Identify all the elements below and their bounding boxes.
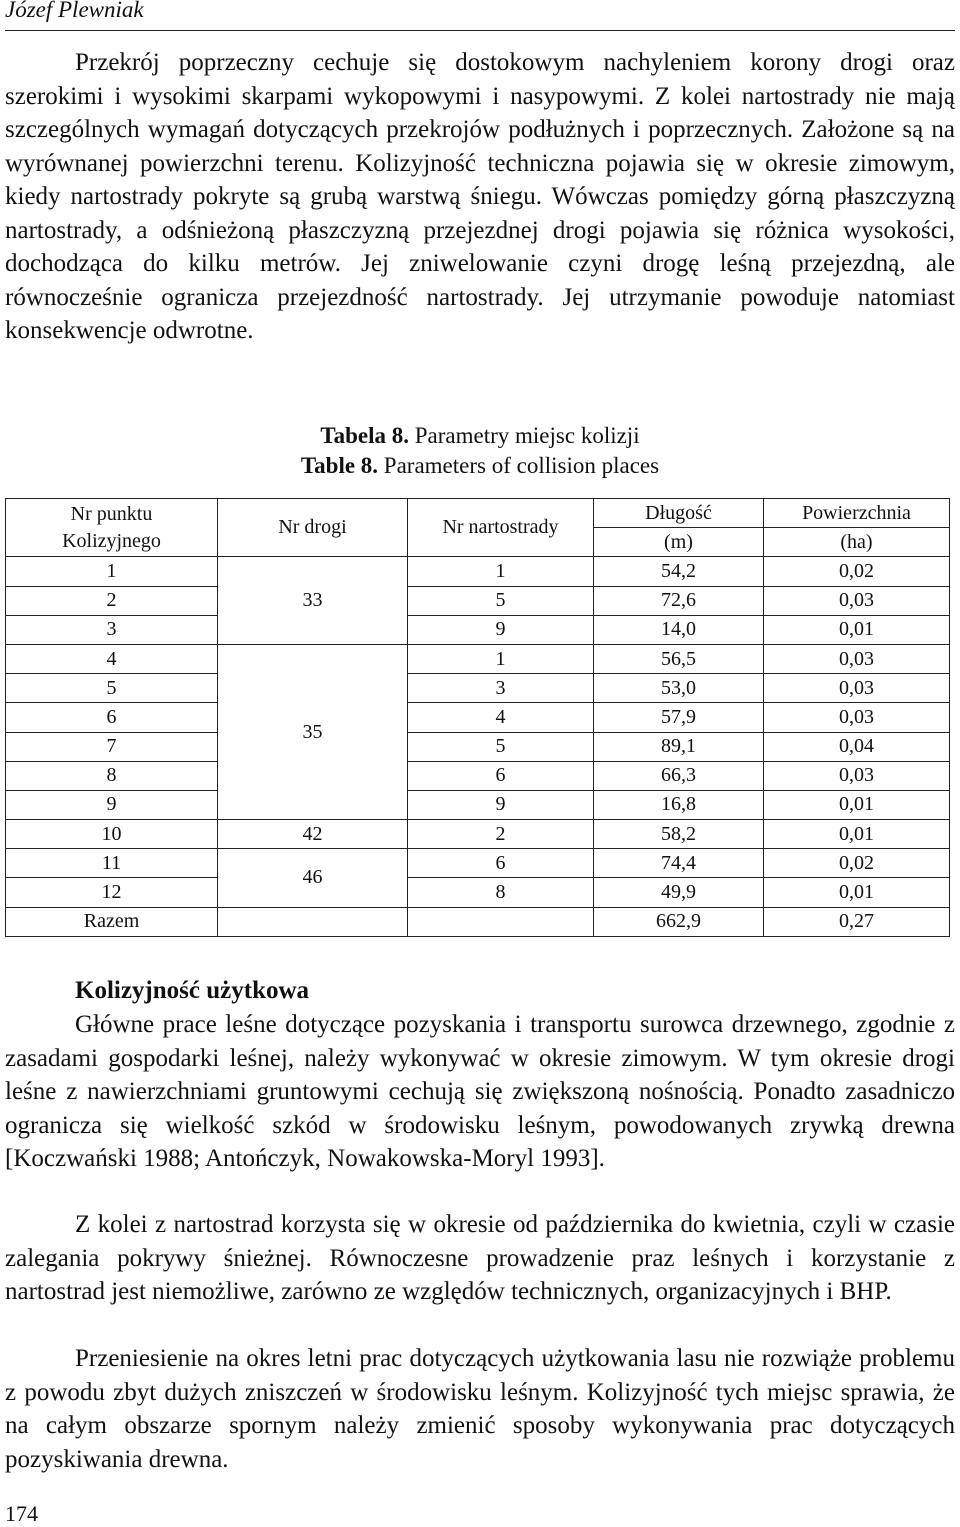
table-row bbox=[6, 878, 950, 907]
paragraph-forest-work: Główne prace leśne dotyczące pozyskania i transportu surowca drzewnego, zgodnie z zasadami gospodarki leśnej, należy wykonywać w okresie zimowym. W tym okresie drogi leśne z nawierzchniami gruntowymi cechują się zwiększoną nośnością. Ponadto zasadniczo ogranicza się wielkość szkód w środowisku leśnym, powodowanych zrywką drewna [Koczwański 1988; Antończyk, Nowakowska-Moryl 1993]. bbox=[5, 1011, 955, 1172]
cell-point: 11 bbox=[6, 849, 218, 878]
table-caption-en-label: Table 8. bbox=[300, 453, 379, 478]
header-length-unit: (m) bbox=[594, 528, 764, 557]
cell-total-label: Razem bbox=[6, 907, 218, 936]
cell-trail: 2 bbox=[408, 820, 594, 849]
table-caption-pl bbox=[0, 421, 960, 450]
table-row bbox=[6, 557, 950, 586]
table-row bbox=[6, 586, 950, 615]
cell-point: 6 bbox=[6, 703, 218, 732]
table-caption-pl-text: Parametry miejsc kolizji bbox=[414, 423, 640, 448]
table-row bbox=[6, 703, 950, 732]
cell-total-empty bbox=[218, 907, 408, 936]
paragraph-ski-trails: Z kolei z nartostrad korzysta się w okresie od października do kwietnia, czyli w czasie zalegania pokrywy śnieżnej. Równoczesne prowadzenie praz leśnych i korzystanie z nartostrad jest niemożliwe, zarówno ze względów technicznych, organizacyjnych i BHP. bbox=[5, 1211, 955, 1305]
cell-trail: 5 bbox=[408, 586, 594, 615]
cell-trail: 9 bbox=[408, 615, 594, 644]
cell-trail: 3 bbox=[408, 674, 594, 703]
header-point-line2: Kolizyjnego bbox=[62, 529, 161, 552]
section-heading: Kolizyjność użytkowa bbox=[75, 977, 310, 1004]
cell-trail: 1 bbox=[408, 644, 594, 673]
table-row bbox=[6, 674, 950, 703]
cell-point: 8 bbox=[6, 761, 218, 790]
cell-length: 58,2 bbox=[594, 820, 764, 849]
table-caption-en-text: Parameters of collision places bbox=[383, 453, 660, 478]
cell-trail: 5 bbox=[408, 732, 594, 761]
header-point-line1: Nr punktu bbox=[70, 502, 153, 525]
cell-area: 0,04 bbox=[764, 732, 950, 761]
header-area-unit: (ha) bbox=[764, 528, 950, 557]
cell-trail: 4 bbox=[408, 703, 594, 732]
table-row bbox=[6, 615, 950, 644]
cell-trail: 6 bbox=[408, 761, 594, 790]
cell-point: 1 bbox=[6, 557, 218, 586]
running-header bbox=[5, 0, 955, 31]
cell-point: 5 bbox=[6, 674, 218, 703]
table-caption-en bbox=[0, 451, 960, 480]
paragraph-cross-section: Przekrój poprzeczny cechuje się dostokowym nachyleniem korony drogi oraz szerokimi i wysokimi skarpami wykopowymi i nasypowymi. Z kolei nartostrady nie mają szczególnych wymagań dotyczących przekrojów podłużnych i poprzecznych. Założone są na wyrównanej powierzchni terenu. Kolizyjność techniczna pojawia się w okresie zimowym, kiedy nartostrady pokryte są grubą warstwą śniegu. Wówczas pomiędzy górną płaszczyzną nartostrady, a odśnieżoną płaszczyzną przejezdnej drogi pojawia się różnica wysokości, dochodząca do kilku metrów. Jej zniwelowanie czyni drogę leśną przejezdną, ale równocześnie ogranicza przejezdność nartostrady. Jej utrzymanie powoduje natomiast konsekwencje odwrotne. bbox=[5, 49, 955, 344]
collision-parameters-table bbox=[5, 498, 950, 937]
header-length: Długość bbox=[594, 499, 764, 528]
cell-area: 0,01 bbox=[764, 790, 950, 819]
cell-point: 12 bbox=[6, 878, 218, 907]
cell-trail: 6 bbox=[408, 849, 594, 878]
cell-trail: 8 bbox=[408, 878, 594, 907]
page-number: 174 bbox=[5, 1501, 38, 1526]
cell-area: 0,03 bbox=[764, 703, 950, 732]
cell-total-empty bbox=[408, 907, 594, 936]
cell-area: 0,01 bbox=[764, 615, 950, 644]
cell-length: 49,9 bbox=[594, 878, 764, 907]
cell-road-group: 33 bbox=[218, 557, 408, 645]
cell-trail: 1 bbox=[408, 557, 594, 586]
cell-length: 14,0 bbox=[594, 615, 764, 644]
cell-point: 10 bbox=[6, 820, 218, 849]
table-row bbox=[6, 790, 950, 819]
table-row bbox=[6, 644, 950, 673]
header-area: Powierzchnia bbox=[764, 499, 950, 528]
cell-area: 0,03 bbox=[764, 761, 950, 790]
cell-length: 53,0 bbox=[594, 674, 764, 703]
cell-area: 0,01 bbox=[764, 820, 950, 849]
cell-road-group: 35 bbox=[218, 644, 408, 819]
paragraph-summer-work: Przeniesienie na okres letni prac dotyczących użytkowania lasu nie rozwiąże problemu z powodu zbyt dużych zniszczeń w środowisku leśnym. Kolizyjność tych miejsc sprawia, że na całym obszarze spornym należy zmienić sposoby wykonywania prac dotyczących pozyskiwania drewna. bbox=[5, 1345, 955, 1473]
cell-length: 66,3 bbox=[594, 761, 764, 790]
cell-length: 72,6 bbox=[594, 586, 764, 615]
cell-area: 0,01 bbox=[764, 878, 950, 907]
cell-road-group: 46 bbox=[218, 849, 408, 907]
cell-total-length: 662,9 bbox=[594, 907, 764, 936]
cell-area: 0,02 bbox=[764, 557, 950, 586]
cell-area: 0,03 bbox=[764, 644, 950, 673]
cell-length: 56,5 bbox=[594, 644, 764, 673]
table-row bbox=[6, 732, 950, 761]
header-trail: Nr nartostrady bbox=[408, 499, 594, 557]
cell-length: 54,2 bbox=[594, 557, 764, 586]
header-author: Józef Plewniak bbox=[5, 0, 144, 22]
cell-point: 4 bbox=[6, 644, 218, 673]
cell-area: 0,02 bbox=[764, 849, 950, 878]
cell-point: 3 bbox=[6, 615, 218, 644]
cell-area: 0,03 bbox=[764, 674, 950, 703]
cell-area: 0,03 bbox=[764, 586, 950, 615]
cell-road-group: 42 bbox=[218, 820, 408, 849]
table-caption-pl-label: Tabela 8. bbox=[320, 423, 410, 448]
cell-total-area: 0,27 bbox=[764, 907, 950, 936]
header-point bbox=[6, 499, 218, 557]
cell-point: 9 bbox=[6, 790, 218, 819]
cell-point: 7 bbox=[6, 732, 218, 761]
cell-length: 74,4 bbox=[594, 849, 764, 878]
cell-point: 2 bbox=[6, 586, 218, 615]
table-row bbox=[6, 820, 950, 849]
table-row bbox=[6, 761, 950, 790]
cell-length: 57,9 bbox=[594, 703, 764, 732]
cell-trail: 9 bbox=[408, 790, 594, 819]
header-road: Nr drogi bbox=[218, 499, 408, 557]
table-row bbox=[6, 849, 950, 878]
table-total-row bbox=[6, 907, 950, 936]
table-header-row bbox=[6, 499, 950, 528]
cell-length: 16,8 bbox=[594, 790, 764, 819]
cell-length: 89,1 bbox=[594, 732, 764, 761]
